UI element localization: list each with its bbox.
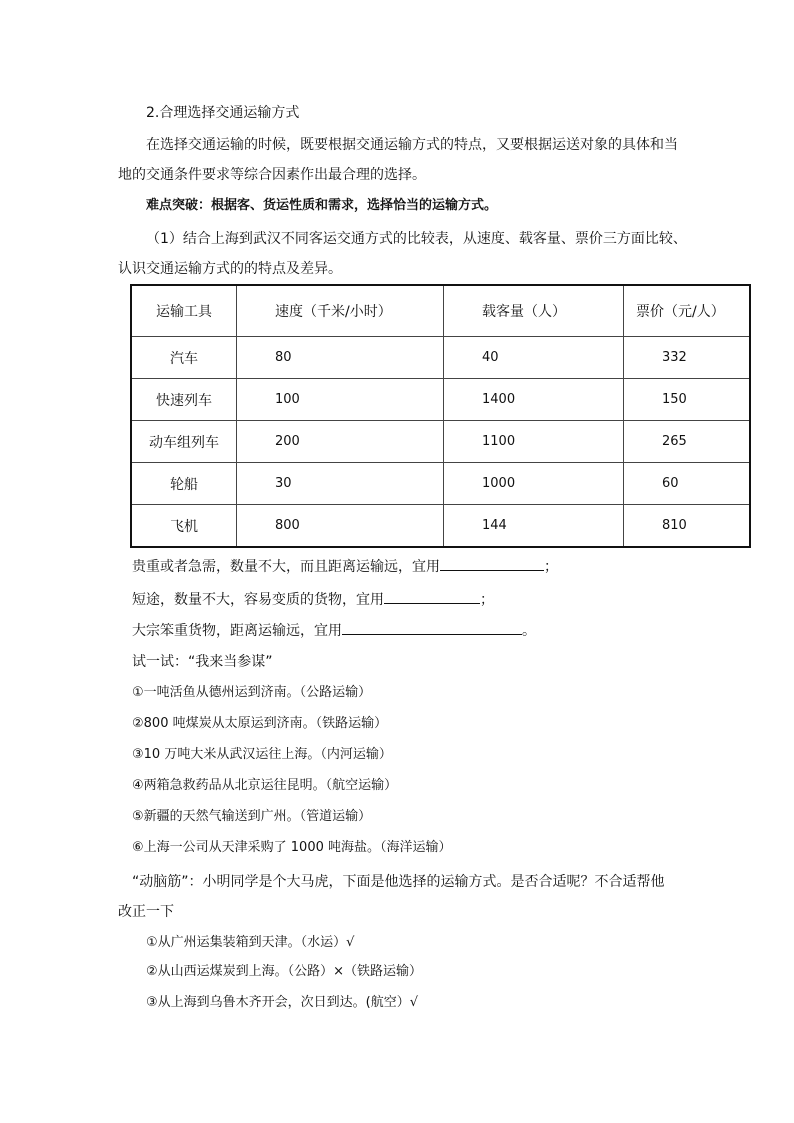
question1-line-1: （1）结合上海到武汉不同客运交通方式的比较表，从速度、载客量、票价三方面比较、 <box>146 231 687 247</box>
table-cell: 200 <box>237 421 444 463</box>
table-cell: 150 <box>624 379 751 421</box>
brain-line-2: 改正一下 <box>118 904 174 920</box>
brain-line-1: “动脑筋”：小明同学是个大马虎，下面是他选择的运输方式。是否合适呢？不合适帮他 <box>132 874 665 890</box>
table-cell: 332 <box>624 337 751 379</box>
fill-line-c <box>132 620 536 641</box>
header-cell: 速度（千米/小时） <box>237 285 444 337</box>
fill-b-end: ； <box>480 592 494 608</box>
try-item: ③10 万吨大米从武汉运往上海。（内河运输） <box>132 747 392 762</box>
table-cell: 100 <box>237 379 444 421</box>
fill-b-blank[interactable] <box>384 589 480 604</box>
table-cell: 810 <box>624 505 751 548</box>
fill-b-text: 短途，数量不大，容易变质的货物，宜用 <box>132 592 384 608</box>
brain-item: ②从山西运煤炭到上海。（公路）×（铁路运输） <box>146 964 423 979</box>
question1-line-2: 认识交通运输方式的的特点及差异。 <box>118 261 342 277</box>
table-cell: 1400 <box>444 379 624 421</box>
table-cell: 80 <box>237 337 444 379</box>
table-cell: 800 <box>237 505 444 548</box>
table-cell: 1000 <box>444 463 624 505</box>
header-cell: 运输工具 <box>131 285 237 337</box>
fill-line-a <box>132 556 558 577</box>
try-item: ④两箱急救药品从北京运往昆明。（航空运输） <box>132 778 398 793</box>
table-cell: 汽车 <box>131 337 237 379</box>
table-cell: 60 <box>624 463 751 505</box>
table-row <box>131 337 750 379</box>
table-row <box>131 379 750 421</box>
try-item: ⑥上海一公司从天津采购了 1000 吨海盐。（海洋运输） <box>132 840 452 855</box>
table-cell: 飞机 <box>131 505 237 548</box>
section-title: 2.合理选择交通运输方式 <box>146 105 300 121</box>
try-item: ⑤新疆的天然气输送到广州。（管道运输） <box>132 809 372 824</box>
fill-c-text: 大宗笨重货物，距离运输远，宜用 <box>132 623 342 639</box>
brain-item: ①从广州运集装箱到天津。（水运）√ <box>146 935 355 950</box>
table-cell: 动车组列车 <box>131 421 237 463</box>
table-cell: 144 <box>444 505 624 548</box>
fill-a-end: ； <box>544 559 558 575</box>
table-cell: 快速列车 <box>131 379 237 421</box>
table-cell: 265 <box>624 421 751 463</box>
try-item: ②800 吨煤炭从太原运到济南。（铁路运输） <box>132 716 388 731</box>
table-row <box>131 505 750 548</box>
table-cell: 1100 <box>444 421 624 463</box>
intro-line-2: 地的交通条件要求等综合因素作出最合理的选择。 <box>118 167 426 183</box>
intro-line-1: 在选择交通运输的时候，既要根据交通运输方式的特点，又要根据运送对象的具体和当 <box>146 137 678 153</box>
fill-c-end: 。 <box>522 623 536 639</box>
fill-a-text: 贵重或者急需，数量不大，而且距离运输远，宜用 <box>132 559 440 575</box>
table-header-row <box>131 285 750 337</box>
fill-line-b <box>132 589 494 610</box>
header-cell: 载客量（人） <box>444 285 624 337</box>
table-cell: 40 <box>444 337 624 379</box>
header-cell: 票价（元/人） <box>624 285 751 337</box>
table-cell: 轮船 <box>131 463 237 505</box>
table-row <box>131 421 750 463</box>
table-cell: 30 <box>237 463 444 505</box>
try-item: ①一吨活鱼从德州运到济南。（公路运输） <box>132 685 372 700</box>
fill-a-blank[interactable] <box>440 556 544 571</box>
difficulty-note: 难点突破：根据客、货运性质和需求，选择恰当的运输方式。 <box>146 198 498 213</box>
comparison-table <box>130 284 751 548</box>
try-title: 试一试：“我来当参谋” <box>132 654 273 670</box>
fill-c-blank[interactable] <box>342 620 522 635</box>
brain-item: ③从上海到乌鲁木齐开会，次日到达。(航空）√ <box>146 995 419 1010</box>
table-row <box>131 463 750 505</box>
